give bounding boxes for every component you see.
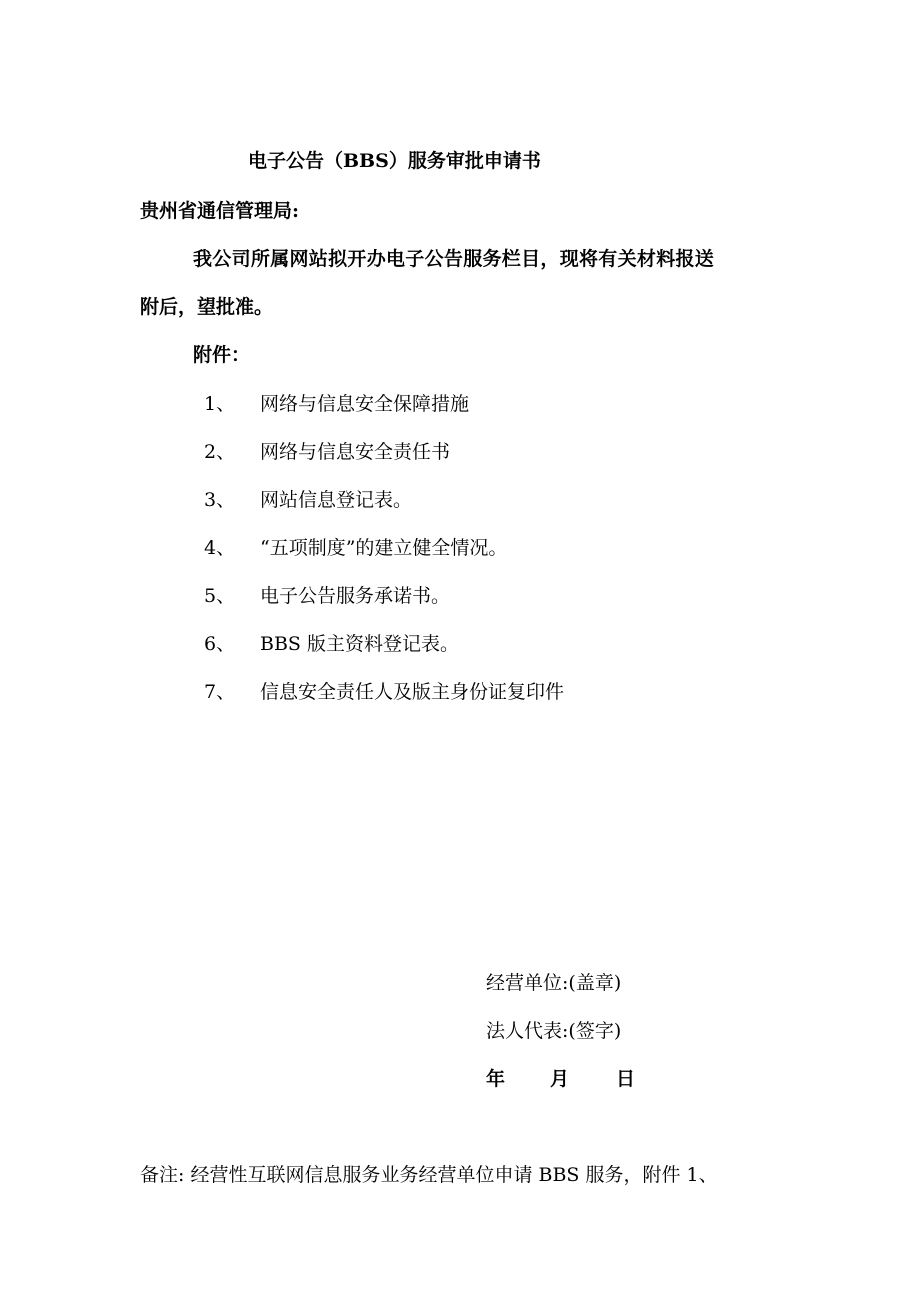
- date-month-label: 月: [550, 1068, 570, 1090]
- attachment-text: BBS 版主资料登记表。: [260, 633, 459, 655]
- attachment-text: 网络与信息安全责任书: [260, 441, 451, 463]
- body-paragraph-line-1: 我公司所属网站拟开办电子公告服务栏目，现将有关材料报送: [193, 248, 715, 270]
- attachment-text: 信息安全责任人及版主身份证复印件: [260, 681, 565, 703]
- attachments-heading: 附件：: [193, 344, 251, 366]
- date-day-label: 日: [616, 1068, 636, 1090]
- attachment-number: 7、: [204, 681, 236, 703]
- attachment-number: 1、: [204, 393, 236, 415]
- attachment-item: [204, 491, 412, 510]
- footnote: 备注: 经营性互联网信息服务业务经营单位申请 BBS 服务，附件 1、: [140, 1164, 718, 1186]
- addressee: 贵州省通信管理局:: [140, 200, 300, 222]
- attachment-number: 3、: [204, 489, 236, 511]
- signature-unit-seal: 经营单位:(盖章): [486, 972, 622, 994]
- attachment-item: [204, 539, 507, 558]
- attachment-number: 5、: [204, 585, 236, 607]
- signature-date: [486, 1070, 635, 1089]
- attachment-text: 网站信息登记表。: [260, 489, 413, 511]
- body-paragraph-line-2: 附后，望批准。: [140, 296, 274, 318]
- date-year-label: 年: [486, 1068, 506, 1090]
- attachment-item: [204, 683, 564, 702]
- attachment-number: 2、: [204, 441, 236, 463]
- signature-legal-representative: 法人代表:(签字): [486, 1020, 622, 1042]
- attachment-item: [204, 587, 450, 606]
- attachment-text: “五项制度”的建立健全情况。: [260, 537, 508, 559]
- attachment-item: [204, 443, 450, 462]
- attachment-item: [204, 635, 459, 654]
- attachment-item: [204, 395, 469, 414]
- attachment-number: 4、: [204, 537, 236, 559]
- attachment-text: 电子公告服务承诺书。: [260, 585, 451, 607]
- attachment-number: 6、: [204, 633, 236, 655]
- attachment-text: 网络与信息安全保障措施: [260, 393, 470, 415]
- document-title: 电子公告（BBS）服务审批申请书: [248, 150, 541, 172]
